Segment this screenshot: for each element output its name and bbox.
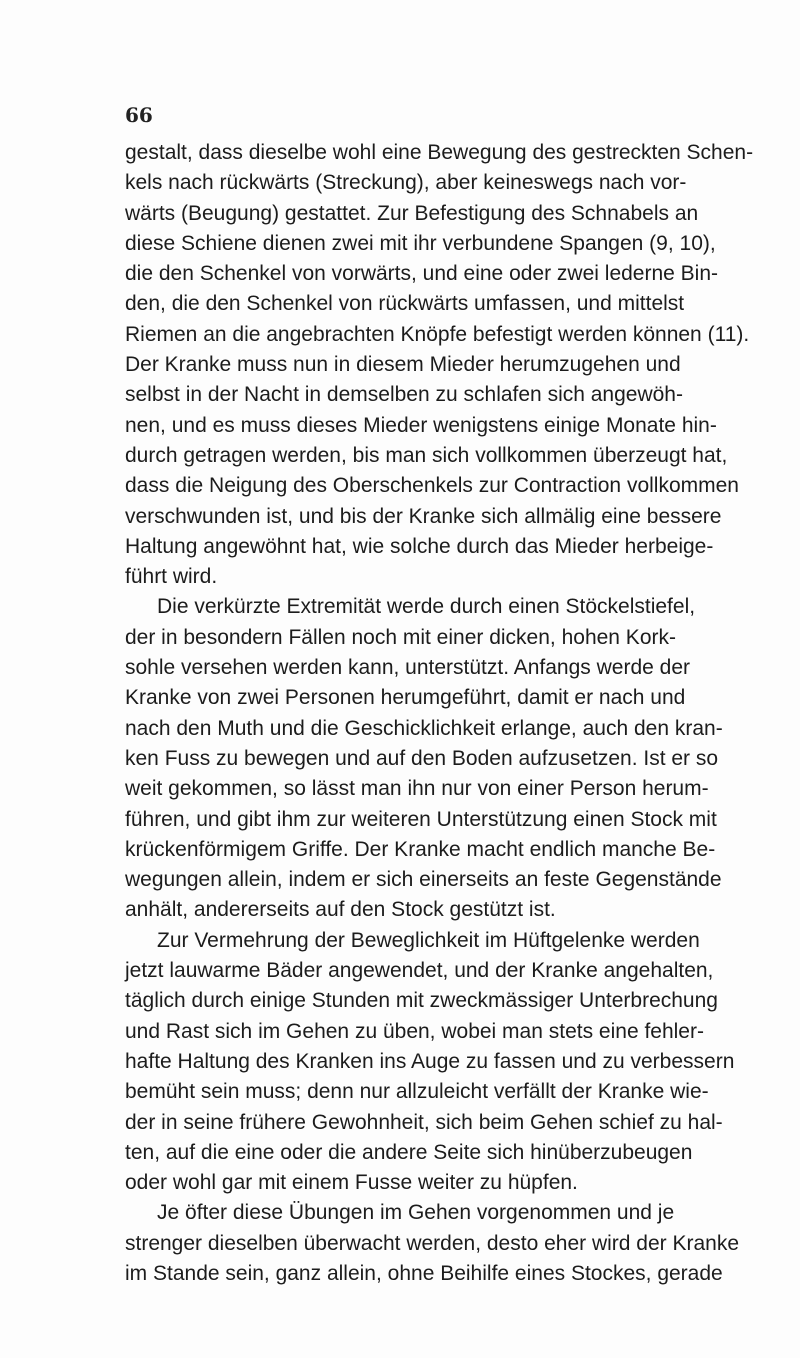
text-line: täglich durch einige Stunden mit zweckmässiger Unterbrechung — [125, 989, 718, 1013]
text-line: wegungen allein, indem er sich einerseits an feste Gegenstände — [125, 868, 722, 892]
text-line: weit gekommen, so lässt man ihn nur von einer Person herum- — [125, 777, 709, 801]
text-line: Die verkürzte Extremität werde durch einen Stöckelstiefel, — [157, 595, 696, 619]
text-line: anhält, andererseits auf den Stock gestützt ist. — [125, 898, 556, 922]
text-line: Zur Vermehrung der Beweglichkeit im Hüftgelenke werden — [157, 928, 700, 952]
text-line: gestalt, dass dieselbe wohl eine Bewegung des gestreckten Schen- — [125, 141, 754, 164]
text-line: nen, und es muss dieses Mieder wenigstens einige Monate hin- — [125, 413, 717, 437]
text-line: jetzt lauwarme Bäder angewendet, und der Kranke angehalten, — [125, 959, 714, 983]
text-line: und Rast sich im Gehen zu üben, wobei man stets eine fehler- — [125, 1019, 704, 1043]
text-line: nach den Muth und die Geschicklichkeit erlange, auch den kran- — [125, 716, 723, 740]
text-line: kels nach rückwärts (Streckung), aber keineswegs nach vor- — [125, 171, 687, 195]
text-line: führt wird. — [125, 565, 218, 589]
text-line: den, die den Schenkel von rückwärts umfassen, und mittelst — [125, 292, 685, 316]
text-line: Der Kranke muss nun in diesem Mieder herumzugehen und — [125, 353, 681, 377]
text-line: sohle versehen werden kann, unterstützt. Anfangs werde der — [125, 656, 691, 680]
text-line: krückenförmigem Griffe. Der Kranke macht endlich manche Be- — [125, 837, 716, 861]
text-line: diese Schiene dienen zwei mit ihr verbundene Spangen (9, 10), — [125, 231, 716, 255]
text-line: führen, und gibt ihm zur weiteren Unterstützung einen Stock mit — [125, 807, 717, 831]
text-line: dass die Neigung des Oberschenkels zur Contraction vollkommen — [125, 474, 739, 498]
text-line: Je öfter diese Übungen im Gehen vorgenommen und je — [157, 1201, 675, 1225]
text-line: Haltung angewöhnt hat, wie solche durch das Mieder herbeige- — [125, 534, 714, 558]
text-line: die den Schenkel von vorwärts, und eine oder zwei lederne Bin- — [125, 262, 719, 286]
text-line: selbst in der Nacht in demselben zu schlafen sich angewöh- — [125, 383, 683, 407]
text-line: der in besondern Fällen noch mit einer dicken, hohen Kork- — [125, 625, 676, 649]
page-number: 66 — [125, 103, 153, 127]
text-line: Riemen an die angebrachten Knöpfe befestigt werden können (11). — [125, 322, 750, 346]
text-line: verschwunden ist, und bis der Kranke sich allmälig eine bessere — [125, 504, 722, 528]
text-line: oder wohl gar mit einem Fusse weiter zu hüpfen. — [125, 1171, 578, 1195]
text-line: hafte Haltung des Kranken ins Auge zu fassen und zu verbessern — [125, 1049, 735, 1073]
text-line: Kranke von zwei Personen herumgeführt, damit er nach und — [125, 686, 686, 710]
text-line: bemüht sein muss; denn nur allzuleicht verfällt der Kranke wie- — [125, 1080, 709, 1104]
body-text — [125, 138, 754, 1289]
text-line: durch getragen werden, bis man sich vollkommen überzeugt hat, — [125, 443, 728, 467]
text-line: ten, auf die eine oder die andere Seite sich hinüberzubeugen — [125, 1140, 693, 1164]
text-line: im Stande sein, ganz allein, ohne Beihilfe eines Stockes, gerade — [125, 1261, 723, 1285]
text-line: der in seine frühere Gewohnheit, sich beim Gehen schief zu hal- — [125, 1110, 723, 1134]
text-line: wärts (Beugung) gestattet. Zur Befestigung des Schnabels an — [125, 201, 699, 225]
text-line: strenger dieselben überwacht werden, desto eher wird der Kranke — [125, 1231, 740, 1255]
text-line: ken Fuss zu bewegen und auf den Boden aufzusetzen. Ist er so — [125, 746, 719, 770]
